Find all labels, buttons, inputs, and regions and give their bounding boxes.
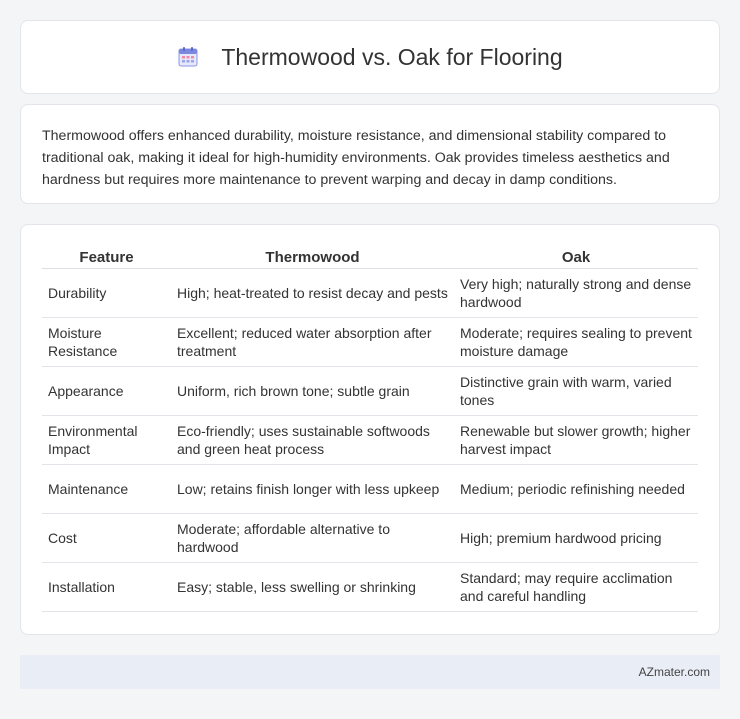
cell-feature: Maintenance xyxy=(42,465,171,514)
cell-oak: Distinctive grain with warm, varied tones xyxy=(454,367,698,416)
cell-feature: Cost xyxy=(42,514,171,563)
cell-oak: High; premium hardwood pricing xyxy=(454,514,698,563)
cell-thermowood: High; heat-treated to resist decay and pests xyxy=(171,269,454,318)
table-row xyxy=(42,465,698,514)
footer-brand[interactable]: AZmater.com xyxy=(638,665,710,679)
page-title: Thermowood vs. Oak for Flooring xyxy=(221,43,563,70)
table-row xyxy=(42,514,698,563)
table-row xyxy=(42,367,698,416)
cell-thermowood: Uniform, rich brown tone; subtle grain xyxy=(171,367,454,416)
table-row xyxy=(42,416,698,465)
cell-feature: Environmental Impact xyxy=(42,416,171,465)
header-thermowood: Thermowood xyxy=(171,247,454,269)
cell-feature: Appearance xyxy=(42,367,171,416)
cell-feature: Installation xyxy=(42,563,171,612)
header-feature: Feature xyxy=(42,247,171,269)
footer xyxy=(20,655,720,689)
cell-thermowood: Moderate; affordable alternative to hardwood xyxy=(171,514,454,563)
table-row xyxy=(42,269,698,318)
table-header-row xyxy=(42,247,698,269)
comparison-table xyxy=(42,247,698,612)
cell-thermowood: Excellent; reduced water absorption after treatment xyxy=(171,318,454,367)
cell-thermowood: Low; retains finish longer with less upkeep xyxy=(171,465,454,514)
header-oak: Oak xyxy=(454,247,698,269)
cell-thermowood: Easy; stable, less swelling or shrinking xyxy=(171,563,454,612)
summary-text: Thermowood offers enhanced durability, moisture resistance, and dimensional stability compared to traditional oak, making it ideal for high-humidity environments. Oak provides timeless aesthetics and hardness but requires more maintenance to prevent warping and decay in damp conditions. xyxy=(42,128,670,188)
table-row xyxy=(42,318,698,367)
title-card xyxy=(20,20,720,94)
cell-oak: Moderate; requires sealing to prevent moisture damage xyxy=(454,318,698,367)
cell-oak: Very high; naturally strong and dense hardwood xyxy=(454,269,698,318)
cell-feature: Moisture Resistance xyxy=(42,318,171,367)
calendar-icon xyxy=(177,46,199,68)
cell-feature: Durability xyxy=(42,269,171,318)
cell-thermowood: Eco-friendly; uses sustainable softwoods and green heat process xyxy=(171,416,454,465)
cell-oak: Medium; periodic refinishing needed xyxy=(454,465,698,514)
comparison-card xyxy=(20,224,720,635)
table-row xyxy=(42,563,698,612)
cell-oak: Renewable but slower growth; higher harvest impact xyxy=(454,416,698,465)
summary-card xyxy=(20,104,720,204)
cell-oak: Standard; may require acclimation and careful handling xyxy=(454,563,698,612)
